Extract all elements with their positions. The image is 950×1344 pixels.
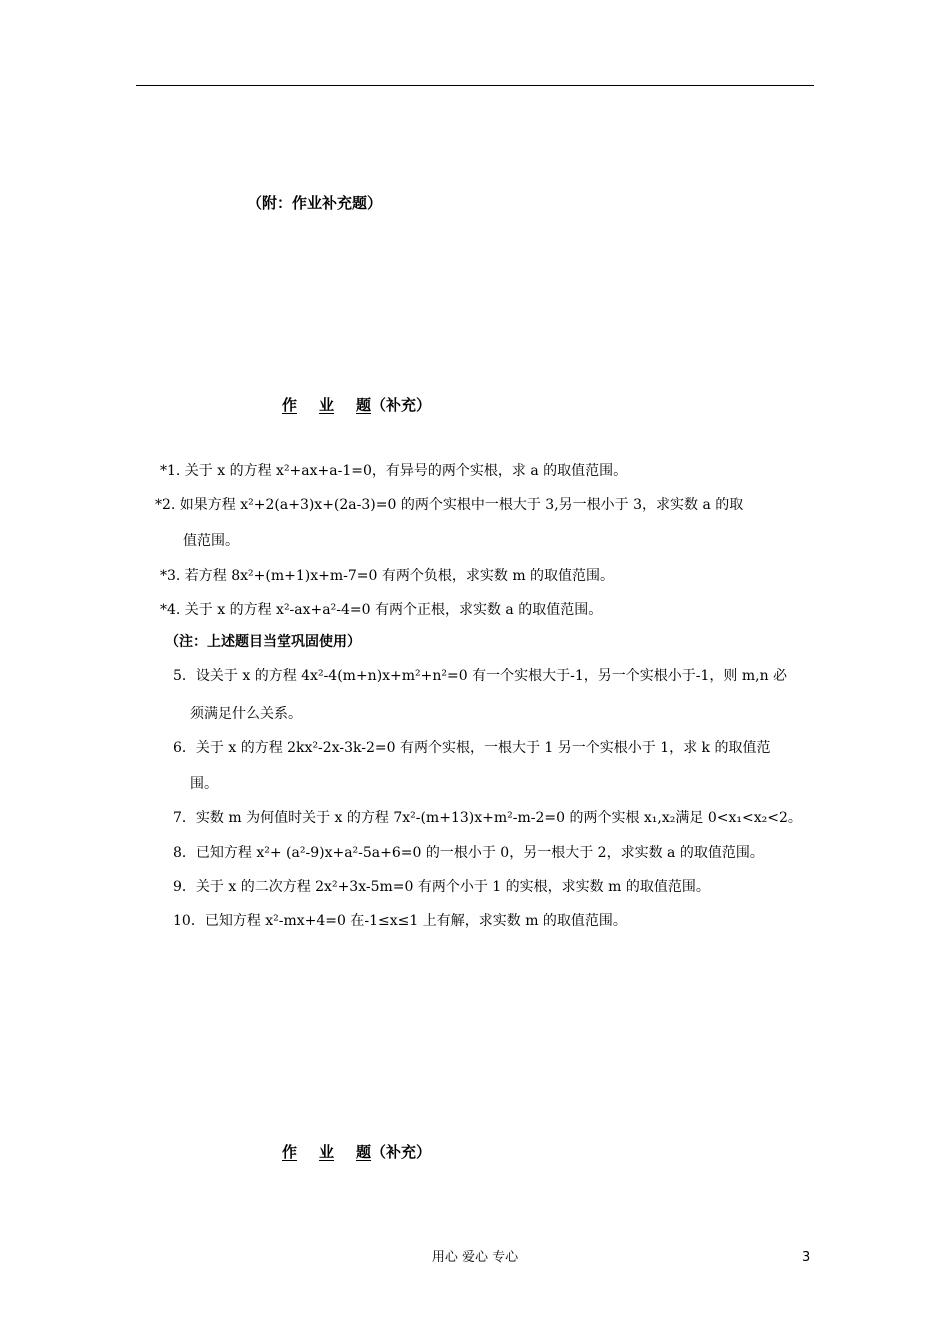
problem-6: 6．关于 x 的方程 2kx²-2x-3k-2=0 有两个实根，一根大于 1 另一个实根小于 1，求 k 的取值范 bbox=[173, 740, 771, 756]
header-rule bbox=[136, 85, 814, 86]
problem-5-continuation: 须满足什么关系。 bbox=[190, 706, 302, 722]
section-title-suffix: （补充） bbox=[371, 396, 432, 414]
problem-10: 10．已知方程 x²-mx+4=0 在-1≤x≤1 上有解，求实数 m 的取值范围。 bbox=[173, 913, 627, 929]
page-number: 3 bbox=[802, 1250, 811, 1265]
problem-6-continuation: 围。 bbox=[190, 776, 218, 792]
section-title-repeat bbox=[282, 1142, 431, 1162]
problem-3: *3. 若方程 8x²+(m+1)x+m-7=0 有两个负根，求实数 m 的取值范围。 bbox=[160, 568, 615, 584]
problem-2: *2. 如果方程 x²+2(a+3)x+(2a-3)=0 的两个实根中一根大于 3,另一根小于 3，求实数 a 的取 bbox=[155, 497, 744, 513]
section-title-repeat-underlined: 作 业 题 bbox=[282, 1143, 372, 1161]
problem-4: *4. 关于 x 的方程 x²-ax+a²-4=0 有两个正根，求实数 a 的取值范围。 bbox=[160, 602, 603, 618]
problem-2-continuation: 值范围。 bbox=[183, 533, 239, 549]
section-title-underlined: 作 业 题 bbox=[282, 396, 372, 414]
problem-8: 8．已知方程 x²+ (a²-9)x+a²-5a+6=0 的一根小于 0，另一根大于 2，求实数 a 的取值范围。 bbox=[173, 845, 764, 861]
appendix-heading: （附：作业补充题） bbox=[247, 194, 383, 212]
problem-1: *1. 关于 x 的方程 x²+ax+a-1=0，有异号的两个实根，求 a 的取值范围。 bbox=[160, 463, 628, 479]
problem-9: 9．关于 x 的二次方程 2x²+3x-5m=0 有两个小于 1 的实根，求实数 m 的取值范围。 bbox=[173, 879, 710, 895]
usage-note: （注：上述题目当堂巩固使用） bbox=[165, 634, 361, 650]
section-title bbox=[282, 395, 431, 415]
section-title-repeat-suffix: （补充） bbox=[371, 1143, 432, 1161]
footer-motto: 用心 爱心 专心 bbox=[431, 1250, 519, 1265]
problem-7: 7．实数 m 为何值时关于 x 的方程 7x²-(m+13)x+m²-m-2=0 的两个实根 x₁,x₂满足 0<x₁<x₂<2。 bbox=[173, 810, 802, 826]
problem-5: 5．设关于 x 的方程 4x²-4(m+n)x+m²+n²=0 有一个实根大于-1，另一个实根小于-1，则 m,n 必 bbox=[173, 668, 788, 684]
